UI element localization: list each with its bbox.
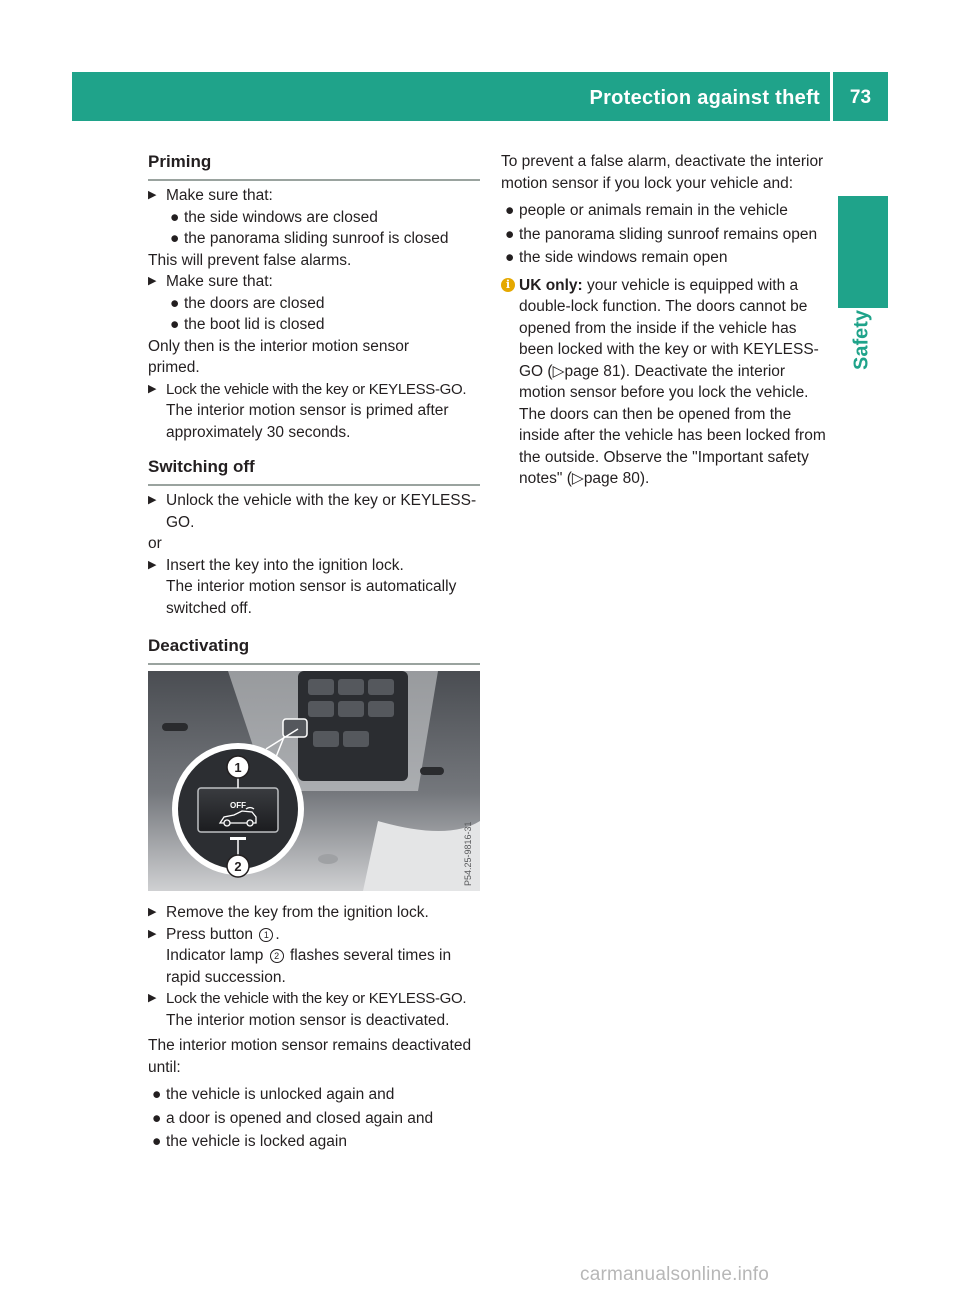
- right-column: [501, 151, 835, 490]
- step: ▶ Make sure that:: [148, 185, 488, 207]
- bullet-icon: ●: [152, 1109, 162, 1127]
- step: ▶ Unlock the vehicle with the key or KEYLESS-GO.: [148, 492, 477, 531]
- step: ▶ Lock the vehicle with the key or KEYLESS-GO.: [148, 379, 488, 401]
- page-reference-link[interactable]: page 81: [564, 362, 621, 380]
- callout-2: 2: [234, 859, 242, 874]
- bullet-icon: ●: [170, 208, 180, 226]
- watermark: carmanualsonline.info: [580, 1264, 770, 1285]
- bullet-icon: ●: [505, 225, 515, 243]
- note: This will prevent false alarms.: [148, 251, 352, 269]
- deactivating-section: [148, 902, 488, 1153]
- list-item: ● a door is opened and closed again and: [148, 1108, 488, 1130]
- list-item: ● the side windows remain open: [501, 247, 835, 269]
- paragraph: To prevent a false alarm, deactivate the interior motion sensor if you lock your vehicle and:: [501, 153, 824, 192]
- step: ▶ Press button 1 .: [148, 924, 488, 946]
- arrow-icon: ▶: [148, 992, 157, 1004]
- list-item: ● the vehicle is locked again: [148, 1131, 488, 1153]
- chapter-tab: [838, 196, 888, 308]
- callout-ref-1: 1: [259, 928, 273, 942]
- arrow-icon: ▶: [148, 906, 157, 918]
- arrow-icon: ▶: [148, 275, 157, 287]
- info-icon: i: [501, 278, 515, 292]
- bullet-icon: ●: [152, 1133, 162, 1150]
- paragraph: The interior motion sensor remains deactivated until:: [148, 1037, 472, 1076]
- callout-1: 1: [234, 760, 242, 775]
- arrow-icon: ▶: [148, 927, 157, 940]
- overhead-control-panel-figure: [148, 671, 480, 891]
- note: The interior motion sensor is automatically switched off.: [166, 578, 457, 617]
- bullet-icon: ●: [505, 202, 515, 219]
- arrow-ref-icon: ▷: [552, 362, 565, 380]
- note: Indicator lamp 2 flashes several times in rapid succession.: [166, 947, 452, 986]
- list-item: ● the doors are closed: [148, 293, 488, 315]
- page-header: [72, 72, 888, 121]
- list-item: ● the boot lid is closed: [148, 314, 488, 336]
- priming-section: [148, 185, 488, 443]
- step: ▶ Insert the key into the ignition lock.: [148, 555, 488, 577]
- switching-off-section: [148, 490, 488, 619]
- chapter-label: Safety: [850, 309, 873, 371]
- deactivating-heading: Deactivating: [148, 635, 480, 665]
- arrow-icon: ▶: [148, 494, 157, 506]
- bullet-icon: ●: [505, 249, 515, 266]
- figure-reference-code: P54.25-9816-31: [463, 821, 473, 886]
- step: ▶ Make sure that:: [148, 271, 488, 293]
- list-item: ● the panorama sliding sunroof is closed: [148, 228, 488, 250]
- info-note: i UK only: your vehicle is equipped with a double-lock function. The doors cannot be opened from the inside if the vehicle has been locked with the key or with KEYLESS-GO (▷page 81). Deactivate the interior motion sensor before you lock the vehicle. The doors can then be opened from the inside after the vehicle has been locked from the outside. Observe the "Important safety notes" (▷page 80).: [501, 275, 835, 490]
- note: The interior motion sensor is deactivated.: [166, 1011, 450, 1029]
- switching-off-heading: Switching off: [148, 456, 480, 486]
- indicator-lamp: [230, 837, 246, 840]
- arrow-icon: ▶: [148, 382, 157, 395]
- list-item: ● the side windows are closed: [148, 207, 488, 229]
- list-item: ● the vehicle is unlocked again and: [148, 1084, 488, 1106]
- page-reference-link[interactable]: page 80: [583, 470, 640, 487]
- list-item: ● the panorama sliding sunroof remains open: [501, 224, 835, 246]
- page-number: 73: [849, 87, 872, 108]
- list-item: ● people or animals remain in the vehicle: [501, 200, 835, 222]
- or-text: or: [148, 535, 162, 552]
- bullet-icon: ●: [152, 1086, 162, 1103]
- arrow-ref-icon: ▷: [571, 470, 584, 487]
- arrow-icon: ▶: [148, 558, 157, 571]
- bullet-icon: ●: [170, 294, 180, 312]
- step: ▶ Remove the key from the ignition lock.: [148, 902, 488, 924]
- step: ▶ Lock the vehicle with the key or KEYLESS-GO.: [148, 988, 488, 1010]
- note: The interior motion sensor is primed after approximately 30 seconds.: [166, 402, 449, 441]
- arrow-icon: ▶: [148, 189, 157, 201]
- note: Only then is the interior motion sensor primed.: [148, 337, 410, 376]
- bullet-icon: ●: [170, 230, 180, 247]
- priming-heading: Priming: [148, 151, 480, 181]
- bullet-icon: ●: [170, 316, 180, 333]
- off-label: OFF: [230, 801, 246, 810]
- section-title: Protection against theft: [589, 87, 820, 109]
- callout-ref-2: 2: [270, 949, 284, 963]
